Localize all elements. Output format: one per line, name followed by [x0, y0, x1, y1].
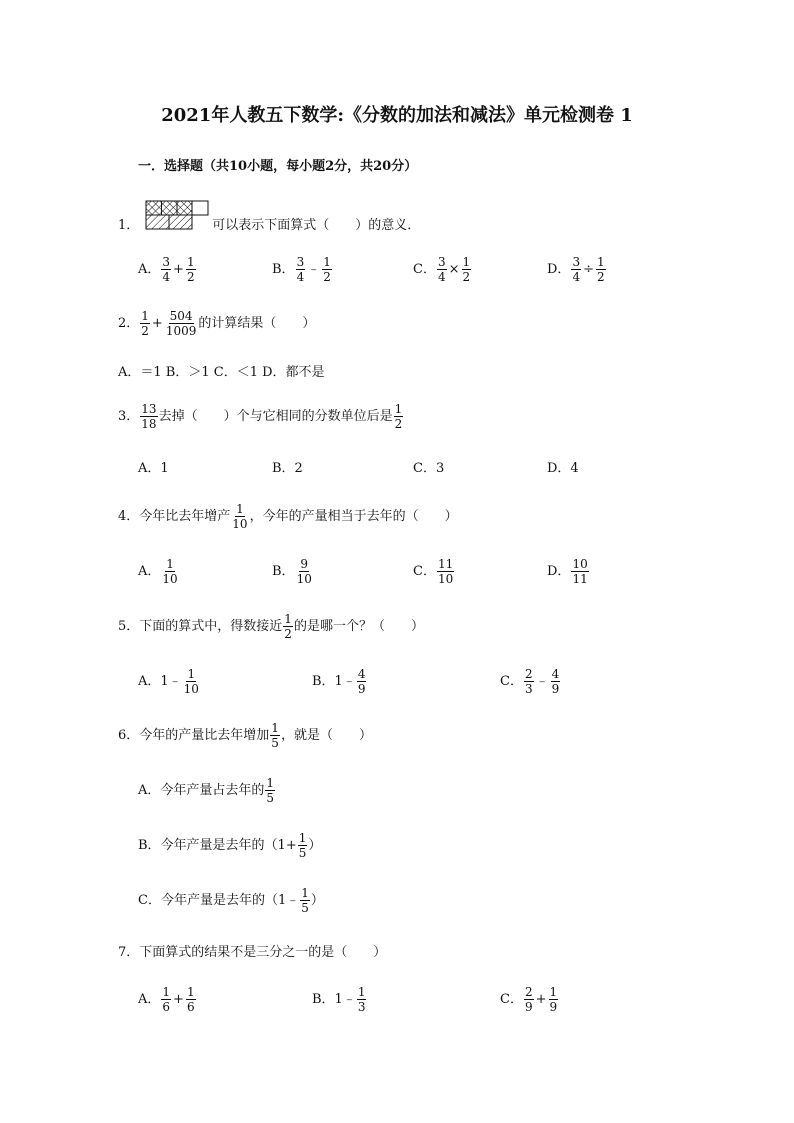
question-5 [118, 613, 424, 640]
section-heading: 一．选择题（共10小题，每小题2分，共20分） [138, 159, 418, 174]
page-title: 2021年人教五下数学:《分数的加法和减法》单元检测卷 1 [161, 105, 633, 126]
operator: ﹣ [535, 674, 549, 689]
denominator: 9 [549, 1000, 558, 1014]
option-label: D． [547, 262, 571, 277]
fraction [183, 668, 200, 695]
q1-option-d [547, 256, 607, 283]
fraction [161, 986, 171, 1013]
fraction [571, 558, 588, 585]
option-label: C． [500, 992, 523, 1007]
denominator: 3 [357, 1000, 366, 1014]
denominator: 5 [266, 791, 275, 805]
q7-option-b [312, 986, 367, 1013]
denominator: 4 [296, 270, 305, 284]
question-number: 7． [118, 945, 140, 960]
option-label: A．1﹣ [138, 674, 182, 689]
denominator: 10 [232, 517, 248, 531]
q7-option-a [138, 986, 197, 1013]
question-number: 1． [118, 217, 140, 233]
fraction [524, 668, 534, 695]
question-6 [118, 722, 372, 749]
numerator: 10 [572, 557, 588, 571]
q3-option-b: B．2 [272, 461, 303, 476]
option-label: A． [138, 992, 161, 1007]
question-number: 6． [118, 728, 140, 743]
question-number: 4． [118, 509, 140, 524]
option-label: C． [500, 674, 523, 689]
operator: + [173, 262, 184, 277]
q5-option-b [312, 668, 367, 695]
fraction [283, 613, 293, 640]
question-text: 可以表示下面算式（ ）的意义． [212, 217, 421, 233]
question-text: 去掉（ ）个与它相同的分数单位后是 [158, 409, 393, 424]
fraction [161, 256, 171, 283]
fraction [161, 558, 178, 585]
fraction [165, 310, 198, 337]
q6-option-c [138, 887, 324, 914]
question-1 [118, 196, 420, 236]
option-text: ） [310, 893, 324, 908]
fraction [437, 256, 447, 283]
operator: + [535, 992, 547, 1007]
fraction [571, 256, 581, 283]
q4-option-c [413, 558, 455, 585]
denominator: 3 [524, 682, 533, 696]
denominator: 1009 [165, 324, 197, 338]
q4-option-b [272, 558, 314, 585]
fraction [596, 256, 606, 283]
question-text: ，今年的产量相当于去年的（ ） [249, 509, 458, 524]
question-number: 2． [118, 316, 140, 331]
denominator: 4 [572, 270, 581, 284]
numerator: 4 [551, 667, 560, 681]
fraction [549, 986, 559, 1013]
numerator: 504 [169, 309, 193, 323]
denominator: 2 [596, 270, 605, 284]
operator: + [151, 316, 163, 331]
denominator: 10 [437, 572, 454, 586]
denominator: 9 [551, 682, 560, 696]
fraction [394, 403, 404, 430]
question-number: 3． [118, 409, 140, 424]
fraction [300, 887, 310, 914]
fraction [462, 256, 472, 283]
denominator: 5 [301, 901, 309, 915]
denominator: 11 [572, 572, 588, 586]
option-label: A． [138, 564, 161, 579]
option-label: D． [547, 564, 571, 579]
fraction [322, 256, 332, 283]
question-7 [118, 946, 386, 959]
question-text: 今年比去年增产 [139, 509, 231, 524]
q3-option-c: C．3 [413, 461, 445, 476]
fraction [270, 722, 280, 749]
denominator: 10 [162, 572, 178, 586]
operator: ÷ [583, 262, 594, 277]
denominator: 6 [162, 1000, 171, 1014]
question-text: 下面的算式中，得数接近 [139, 619, 283, 634]
question-text: 的是哪一个？（ ） [293, 619, 424, 634]
shaded-bar-figure [145, 200, 209, 232]
fraction [437, 558, 454, 585]
numerator: 3 [437, 255, 446, 269]
question-text: 的计算结果（ ） [198, 316, 316, 331]
fraction [231, 503, 248, 530]
fraction [357, 668, 367, 695]
question-text: 下面算式的结果不是三分之一的是（ ） [139, 945, 387, 960]
question-2 [118, 310, 315, 337]
numerator: 1 [236, 502, 244, 516]
q3-option-d: D．4 [547, 461, 579, 476]
fraction [265, 777, 275, 804]
operator: × [448, 262, 460, 277]
denominator: 10 [183, 682, 199, 696]
numerator: 4 [357, 667, 366, 681]
fraction [357, 986, 367, 1013]
q2-options: A．＝1 B．＞1 C．＜1 D．都不是 [118, 365, 325, 380]
option-label: B．今年产量是去年的（1+ [138, 838, 297, 853]
question-3 [118, 403, 404, 430]
option-label: C． [413, 564, 436, 579]
q1-option-a [138, 256, 197, 283]
fraction [296, 558, 313, 585]
option-label: C．今年产量是去年的（1﹣ [138, 893, 300, 908]
denominator: 2 [284, 627, 292, 641]
q5-option-c [500, 668, 561, 695]
numerator: 1 [298, 831, 307, 845]
denominator: 18 [141, 417, 157, 431]
question-text: ，就是（ ） [280, 728, 372, 743]
denominator: 10 [296, 572, 312, 586]
numerator: 1 [162, 985, 171, 999]
fraction [296, 256, 306, 283]
denominator: 9 [524, 1000, 533, 1014]
numerator: 3 [162, 255, 171, 269]
denominator: 5 [298, 846, 307, 860]
q1-option-c [413, 256, 472, 283]
question-text: 今年的产量比去年增加 [139, 728, 270, 743]
numerator: 1 [462, 255, 471, 269]
denominator: 5 [271, 736, 279, 750]
denominator: 4 [437, 270, 446, 284]
numerator: 1 [549, 985, 558, 999]
denominator: 2 [186, 270, 195, 284]
fraction [186, 256, 196, 283]
denominator: 4 [162, 270, 171, 284]
q3-option-a: A．1 [138, 461, 169, 476]
option-label: B．1﹣ [312, 674, 356, 689]
denominator: 2 [462, 270, 471, 284]
option-label: B．1﹣ [312, 992, 356, 1007]
option-label: A．今年产量占去年的 [138, 783, 265, 798]
option-label: A． [138, 262, 161, 277]
numerator: 1 [187, 667, 196, 681]
numerator: 1 [186, 985, 195, 999]
operator: ﹣ [307, 262, 321, 277]
numerator: 1 [141, 309, 149, 323]
q1-option-b [272, 256, 333, 283]
operator: + [173, 992, 184, 1007]
fraction [551, 668, 561, 695]
numerator: 1 [394, 402, 403, 416]
numerator: 11 [437, 557, 454, 571]
denominator: 2 [141, 324, 149, 338]
q5-option-a [138, 668, 201, 695]
question-number: 5． [118, 619, 140, 634]
fraction [298, 832, 308, 859]
numerator: 2 [524, 985, 533, 999]
numerator: 1 [166, 557, 174, 571]
q6-option-a [138, 777, 276, 804]
numerator: 1 [186, 255, 195, 269]
numerator: 1 [271, 721, 279, 735]
numerator: 3 [572, 255, 581, 269]
numerator: 1 [357, 985, 366, 999]
numerator: 3 [296, 255, 305, 269]
q7-option-c [500, 986, 559, 1013]
numerator: 13 [141, 402, 157, 416]
numerator: 2 [524, 667, 533, 681]
fraction [524, 986, 534, 1013]
q6-option-b [138, 832, 321, 859]
numerator: 1 [323, 255, 331, 269]
numerator: 1 [596, 255, 605, 269]
numerator: 1 [266, 776, 275, 790]
denominator: 2 [323, 270, 331, 284]
option-text: ） [308, 838, 322, 853]
denominator: 2 [394, 417, 403, 431]
numerator: 1 [301, 886, 309, 900]
option-label: B． [272, 564, 295, 579]
question-4 [118, 503, 458, 530]
denominator: 9 [357, 682, 366, 696]
fraction [140, 310, 150, 337]
numerator: 1 [284, 612, 292, 626]
fraction [186, 986, 196, 1013]
denominator: 6 [186, 1000, 195, 1014]
numerator: 9 [300, 557, 309, 571]
q4-option-a [138, 558, 180, 585]
q4-option-d [547, 558, 590, 585]
option-label: C． [413, 262, 436, 277]
fraction [140, 403, 157, 430]
option-label: B． [272, 262, 295, 277]
